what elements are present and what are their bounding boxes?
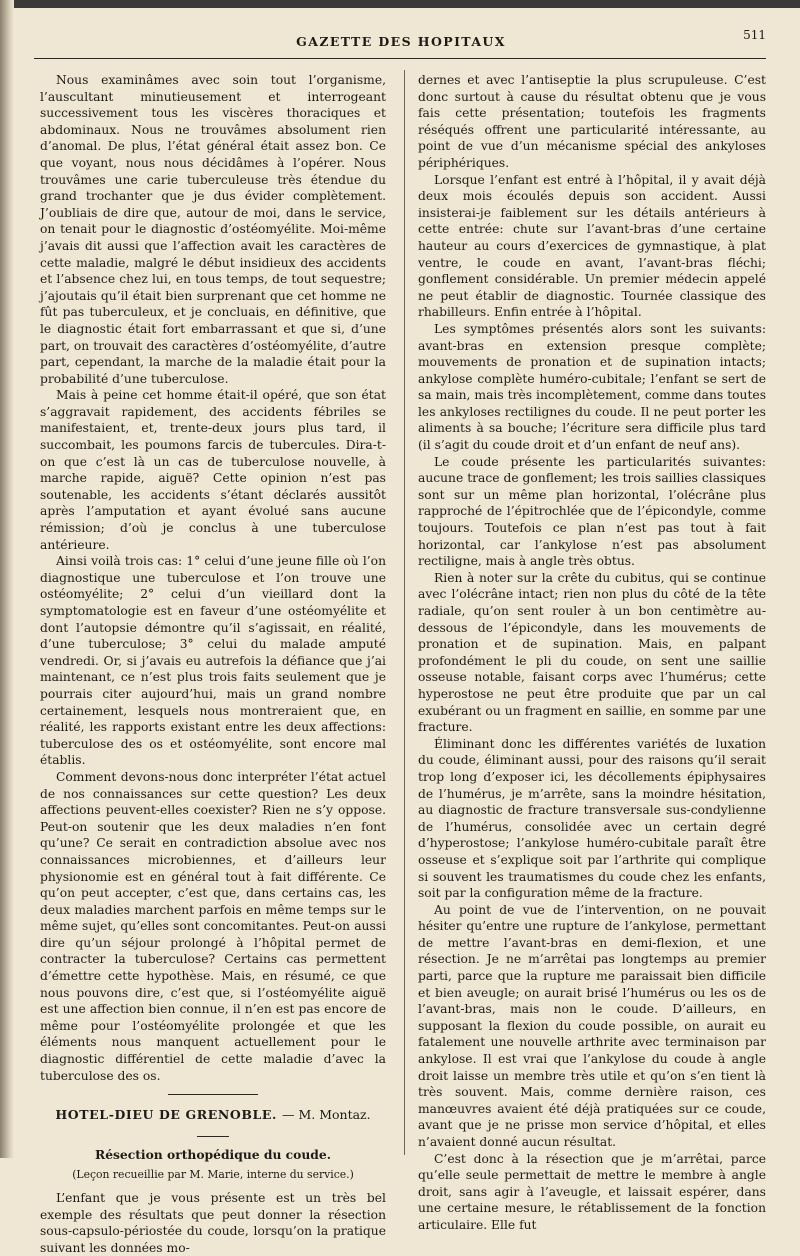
short-divider (197, 1136, 229, 1137)
running-title: GAZETTE DES HOPITAUX (296, 34, 506, 49)
paragraph: dernes et avec l’antiseptie la plus scrupuleuse. C’est donc surtout à cause du résultat obtenu que je vous fais cette présentation; toutefois les fragments réséqués offrent une particularité intéressante, au point de vue d’un mécanisme spécial des ankyloses périphériques. (418, 73, 766, 170)
scan-top-border (0, 0, 800, 8)
paragraph: Lorsque l’enfant est entré à l’hôpital, il y avait déjà deux mois écoulés depuis son accident. Aussi insisterai-je faiblement sur les détails antérieurs à cette entrée: chute sur l’avant-bras d’une certaine hauteur au cours d’exercices de gymnastique, à plat ventre, le coude en avant, l’avant-bras fléchi; gonflement considérable. Un premier médecin appelé ne peut établir de diagnostic. Tournée classique des rhabilleurs. Enfin entrée à l’hôpital. (418, 172, 766, 320)
paragraph: Ainsi voilà trois cas: 1° celui d’une jeune fille où l’on diagnostique une tuberculose et l’on trouve une ostéomyélite; 2° celui d’un vieillard dont la symptomatologie est en faveur d’une ostéomyélite et dont l’autopsie démontre qu’il s’agissait, en réalité, d’une tuberculose; 3° celui du malade amputé vendredi. Or, si j’avais eu autrefois la défiance que j’ai maintenant, ce n’est plus trois faits seulement que je pourrais citer aujourd’hui, mais un grand nombre certainement, lesquels nous montreraient que, en réalité, les rapports existant entre les deux affections: tuberculose des os et ostéomyélite, sont encore mal établis. (40, 554, 386, 768)
paragraph: Au point de vue de l’intervention, on ne pouvait hésiter qu’entre une rupture de l’ankylose, permettant de mettre l’avant-bras en demi-flexion, et une résection. Je ne m’arrêtai pas longtemps au premier parti, parce que la rupture me paraissait bien difficile et bien aveugle; on aurait brisé l’humérus ou les os de l’avant-bras, mais non le coude. D’ailleurs, en supposant la flexion du coude possible, on aurait eu fatalement une nouvelle arthrite avec terminaison par ankylose. Il est vrai que l’ankylose du coude à angle droit laisse un membre très utile et qu’on s’en tient là très souvent. Mais, comme dernière raison, ces manœuvres avaient été déjà pratiquées sur ce coude, avant que je ne prisse mon service d’hôpital, et elles n’avaient donné aucun résultat. (418, 902, 766, 1149)
left-column (40, 72, 386, 1256)
hospital-name: HOTEL-DIEU DE GRENOBLE. (55, 1107, 278, 1123)
paragraph: Éliminant donc les différentes variétés de luxation du coude, éliminant aussi, pour des raisons qu’il serait trop long d’exposer ici, les décollements épiphysaires de l’humérus, je m’arrête, sans la moindre hésitation, au diagnostic de fracture transversale sus-condylienne de l’humérus, consolidée avec un certain degré d’hyperostose; l’ankylose huméro-cubitale paraît être osseuse et s’explique soit par l’arthrite qui complique si souvent les traumatismes du coude chez les enfants, soit par la configuration même de la fracture. (418, 736, 766, 901)
page-header (30, 28, 772, 58)
header-rule (34, 58, 766, 59)
article-title: Résection orthopédique du coude. (94, 1146, 332, 1162)
article-note: (Leçon recueillie par M. Marie, interne du service.) (72, 1168, 354, 1182)
paragraph: Comment devons-nous donc interpréter l’état actuel de nos connaissances sur cette question? Les deux affections peuvent-elles coexister? Rien ne s’y oppose. Peut-on soutenir que les deux maladies n’en font qu’une? Ce serait en contradiction absolue avec nos connaissances microbiennes, et d’ailleurs leur physionomie est en général tout à fait différente. Ce qu’on peut accepter, c’est que, dans certains cas, les deux maladies marchent parfois en même temps sur le même sujet, qu’elles sont concomitantes. Peut-on aussi dire qu’un séjour prolongé à l’hôpital permet de contracter la tuberculose? Certains cas permettent d’émettre cette hypothèse. Mais, en résumé, ce que nous pouvons dire, c’est que, si l’ostéomyélite aiguë est une affection bien connue, il n’en est pas encore de même pour l’ostéomyélite prolongée et que les éléments nous manquent actuellement pour le diagnostic différentiel de cette maladie d’avec la tuberculose des os. (40, 769, 386, 1083)
page-number: 511 (743, 28, 766, 42)
paragraph: Nous examinâmes avec soin tout l’organisme, l’auscultant minutieusement et interrogeant successivement tous les viscères thoraciques et abdominaux. Nous ne trouvâmes absolument rien d’anomal. De plus, l’état général était assez bon. Ce que voyant, nous nous décidâmes à l’opérer. Nous trouvâmes une carie tuberculeuse très étendue du grand trochanter que je dus évider complètement. J’oubliais de dire que, autour de moi, dans le service, on tenait pour le diagnostic d’ostéomyélite. Moi-même j’avais dit aussi que l’affection avait les caractères de cette maladie, malgré le début insidieux des accidents et l’absence chez lui, en tous temps, de tout sequestre; j’ajoutais qu’il était bien surprenant que cet homme ne fût pas tuberculeux, et je concluais, en définitive, que le diagnostic était fort embarrassant et que si, d’une part, on trouvait des caractères d’ostéomyélite, d’autre part, cependant, la marche de la maladie était pour la probabilité d’une tuberculose. (40, 73, 386, 386)
section-divider (168, 1094, 258, 1095)
column-divider (404, 70, 405, 1155)
paragraph: Mais à peine cet homme était-il opéré, que son état s’aggravait rapidement, des accidents fébriles se manifestaient, et, trente-deux jours plus tard, il succombait, les poumons farcis de tubercules. Dira-t-on que c’est là un cas de tuberculose nouvelle, à marche rapide, aiguë? Cette opinion n’est pas soutenable, les accidents s’étant déclarés aussitôt après l’amputation et ayant évolué sans aucune rémission; d’où je conclus à une tuberculose antérieure. (40, 388, 386, 552)
paragraph: Les symptômes présentés alors sont les suivants: avant-bras en extension presque complète; mouvements de pronation et de supination intacts; ankylose complète huméro-cubitale; l’enfant se sert de sa main, mais très incomplètement, comme dans toutes les ankyloses rectilignes du coude. Il ne peut porter les aliments à sa bouche; l’écriture sera difficile plus tard (il s’agit du coude droit et d’un enfant de neuf ans). (418, 321, 766, 453)
page-binding-edge (0, 0, 14, 1158)
paragraph: Le coude présente les particularités suivantes: aucune trace de gonflement; les trois saillies classiques sont sur un même plan horizontal, l’olécrâne plus rapproché de l’épitrochlée que de l’épicondyle, comme toujours. Toutefois ce plan n’est pas tout à fait horizontal, car l’ankylose n’est pas absolument rectiligne, mais à angle très obtus. (418, 454, 766, 569)
paragraph: L’enfant que je vous présente est un très bel exemple des résultats que peut donner la résection sous-capsulo-périostée du coude, lorsqu’on la pratique suivant les données mo- (40, 1191, 386, 1255)
author-name: — M. Montaz. (281, 1107, 371, 1123)
paragraph: C’est donc à la résection que je m’arrêtai, parce qu’elle seule permettait de mettre le membre à angle droit, sans agir à l’aveugle, et laissait espérer, dans une certaine mesure, le rétablissement de la fonction articulaire. Elle fut (418, 1151, 766, 1232)
paragraph: Rien à noter sur la crête du cubitus, qui se continue avec l’olécrâne intact; rien non plus du côté de la tête radiale, qu’on sent rouler à un bon centimètre au-dessous de l’épicondyle, dans les mouvements de pronation et de supination. Mais, en palpant profondément le pli du coude, on sent une saillie osseuse notable, faisant corps avec l’humérus; cette hyperostose ne peut être produite que par un cal exubérant ou un fragment en saillie, en somme par une fracture. (418, 570, 766, 735)
hospital-heading (40, 1107, 386, 1124)
right-column (418, 72, 766, 1234)
